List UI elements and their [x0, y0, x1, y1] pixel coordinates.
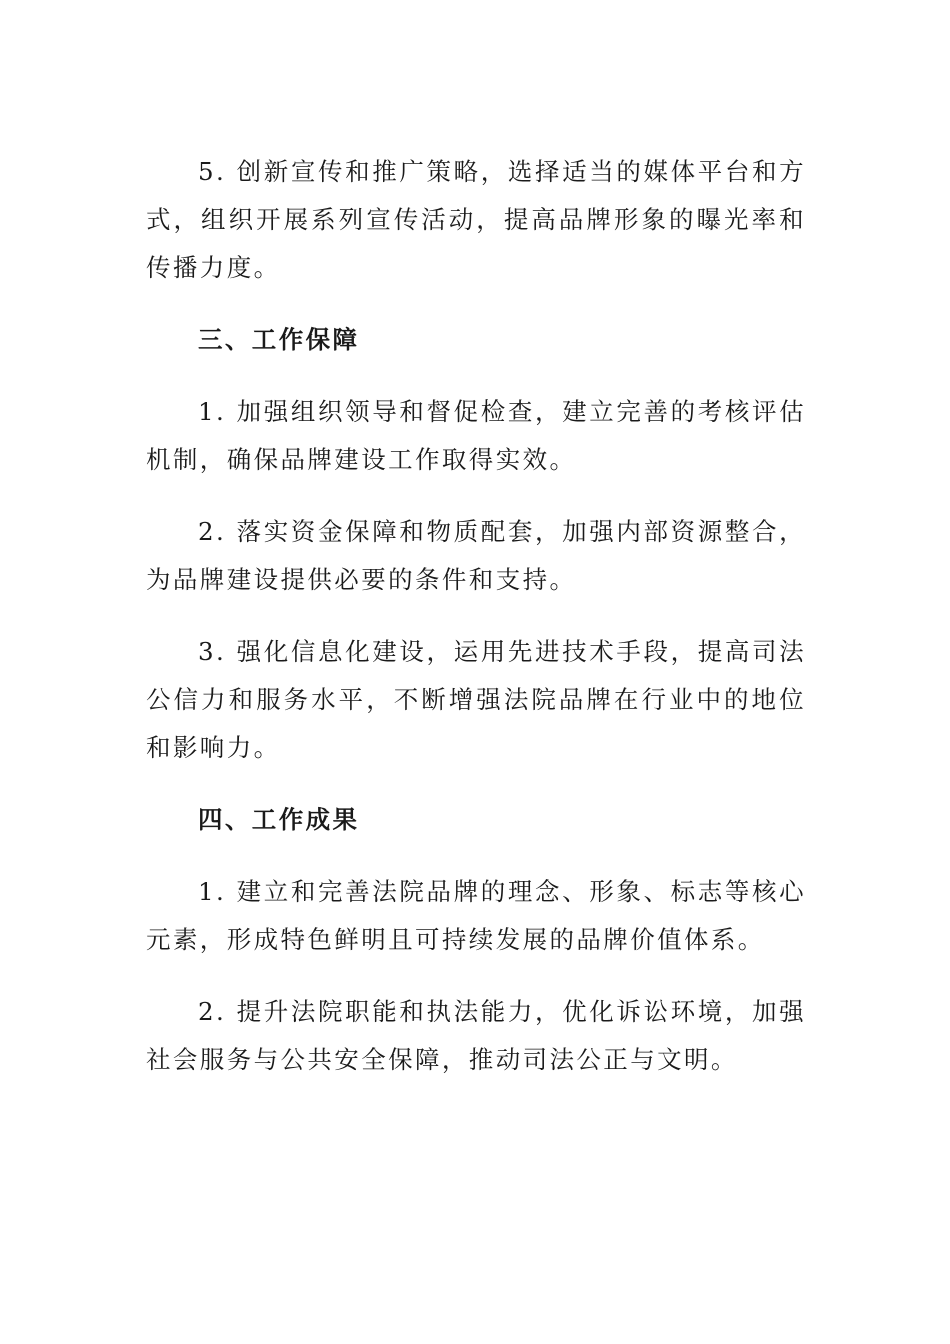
section-4-heading: 四、工作成果 — [198, 805, 360, 834]
document-body — [146, 148, 806, 1108]
paragraph-item-4-2: 2. 提升法院职能和执法能力，优化诉讼环境，加强社会服务与公共安全保障，推动司法公正与文明。 — [146, 997, 806, 1074]
paragraph-item-2-5: 5. 创新宣传和推广策略，选择适当的媒体平台和方式，组织开展系列宣传活动，提高品牌形象的曝光率和传播力度。 — [146, 157, 806, 282]
paragraph-item-3-2: 2. 落实资金保障和物质配套，加强内部资源整合，为品牌建设提供必要的条件和支持。 — [146, 517, 806, 594]
paragraph-item-3-1: 1. 加强组织领导和督促检查，建立完善的考核评估机制，确保品牌建设工作取得实效。 — [146, 397, 806, 474]
paragraph-item-4-1: 1. 建立和完善法院品牌的理念、形象、标志等核心元素，形成特色鲜明且可持续发展的品牌价值体系。 — [146, 877, 806, 954]
paragraph-item-3-3: 3. 强化信息化建设，运用先进技术手段，提高司法公信力和服务水平，不断增强法院品牌在行业中的地位和影响力。 — [146, 637, 806, 762]
section-3-heading: 三、工作保障 — [198, 325, 360, 354]
